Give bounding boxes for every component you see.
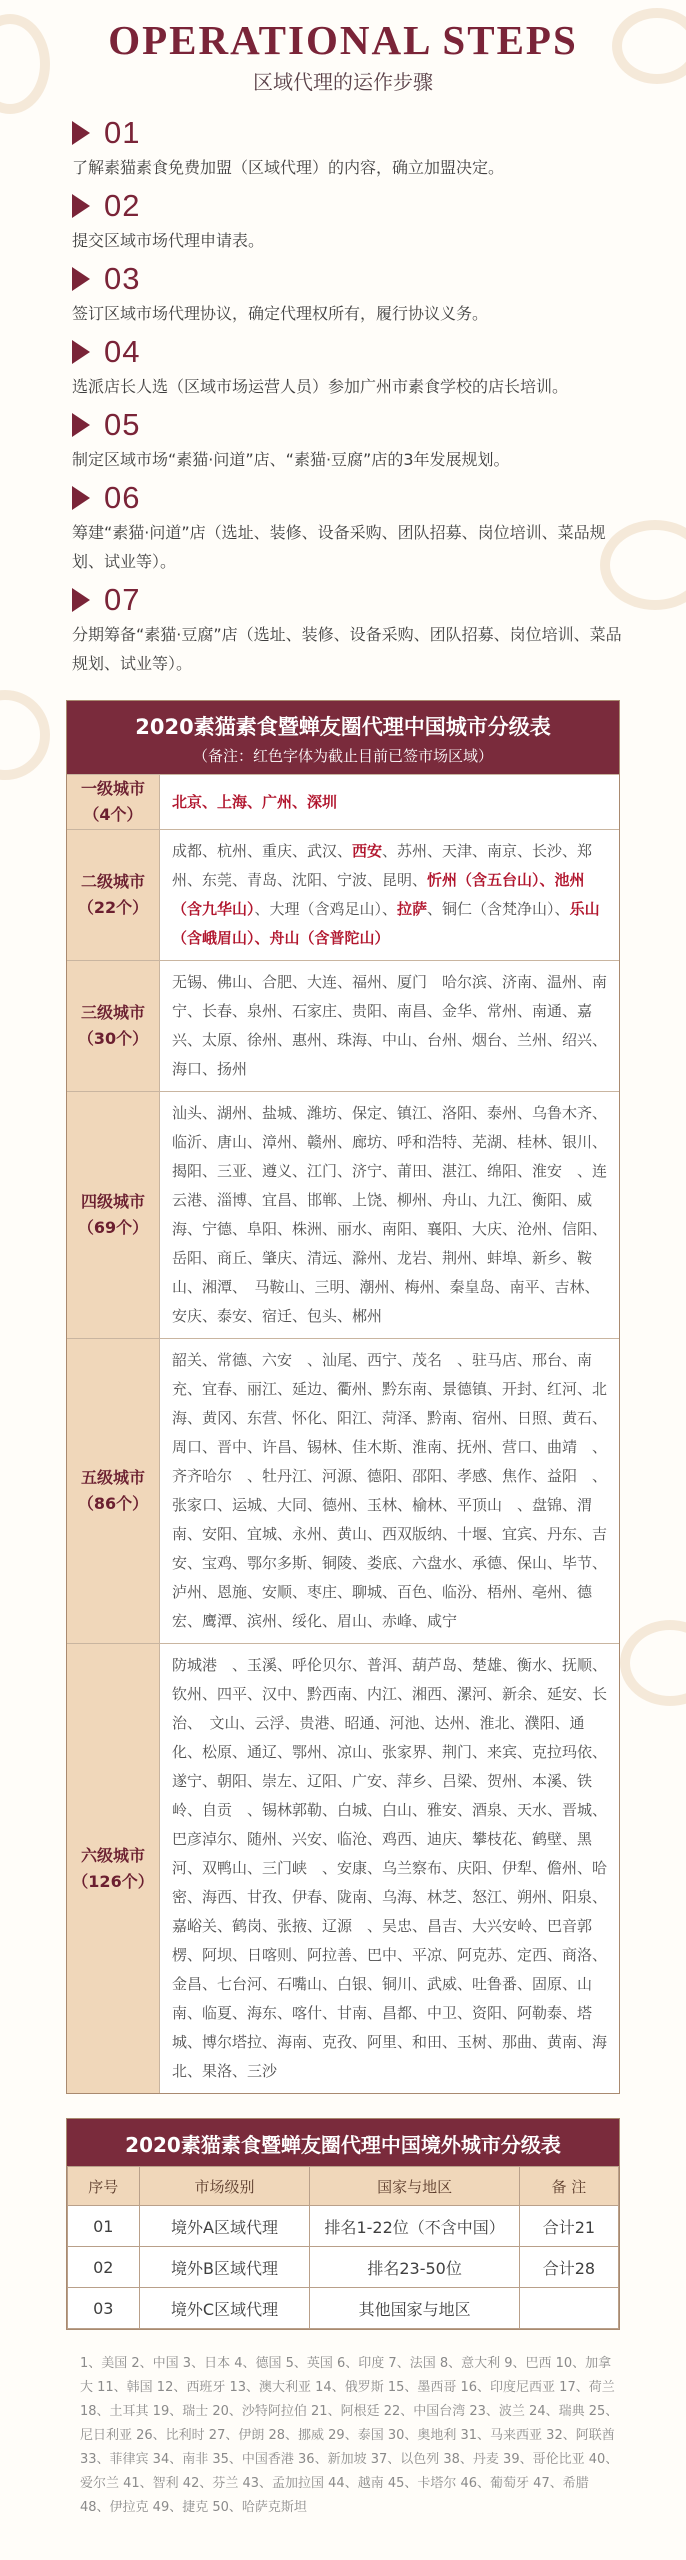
tier-grid [67,774,619,2093]
tier-cities [160,1339,620,1644]
step-item [72,405,622,474]
step-item [72,186,622,255]
step-item [72,580,622,678]
step-text: 筹建“素猫·问道”店（选址、装修、设备采购、团队招募、岗位培训、菜品规划、试业等）。 [72,523,606,571]
step-number: 03 [104,261,141,296]
table-cell: 03 [68,2288,140,2329]
abroad-table-title: 2020素猫素食暨蝉友圈代理中国境外城市分级表 [125,2133,561,2157]
tier-name: 一级城市 [80,779,145,798]
country-ranking-list: 1、美国 2、中国 3、日本 4、德国 5、英国 6、印度 7、法国 8、意大利 9、巴西 10、加拿大 11、韩国 12、西班牙 13、澳大利亚 14、俄罗斯 15、墨西哥 16、印度尼西亚 17、荷兰 18、土耳其 19、瑞士 20、沙特阿拉伯 21、阿根廷 22、中国台湾 23、波兰 24、瑞典 25、尼日利亚 26、比利时 27、伊朗 28、挪威 29、泰国 30、奥地利 31、马来西亚 32、阿联酋 33、菲律宾 34、南非 35、中国香港 36、新加坡 37、以色列 38、丹麦 39、哥伦比亚 40、爱尔兰 41、智利 42、芬兰 43、孟加拉国 44、越南 45、卡塔尔 46、葡萄牙 47、希腊 48、伊拉克 49、捷克 50、哈萨克斯坦 [80,2356,619,2515]
china-table-note: （备注：红色字体为截止目前已签市场区域） [192,747,493,765]
triangle-arrow-icon [72,340,90,364]
table-cell: 合计28 [519,2247,618,2288]
step-item [72,259,622,328]
triangle-arrow-icon [72,413,90,437]
page-subtitle: 区域代理的运作步骤 [253,70,433,94]
tier-count: （22个） [77,898,149,917]
table-cell: 境外B区域代理 [139,2247,310,2288]
abroad-grid [67,2166,619,2329]
tier-count: （86个） [77,1494,149,1513]
tier-name: 四级城市 [80,1192,145,1211]
tier-name: 五级城市 [80,1468,145,1487]
tier-count: （126个） [72,1871,154,1891]
table-cell: 境外C区域代理 [139,2288,310,2329]
city-text: 成都、杭州、重庆、武汉、 [172,842,353,860]
step-number: 07 [104,582,141,617]
column-header: 备 注 [519,2167,618,2206]
city-text: 汕头、湖州、盐城、潍坊、保定、镇江、洛阳、泰州、乌鲁木齐、临沂、唐山、漳州、赣州、廊坊、呼和浩特、芜湖、桂林、银川、揭阳、三亚、遵义、江门、济宁、莆田、湛江、绵阳、淮安 、连云港、淄博、宜昌、邯郸、上饶、柳州、舟山、九江、衡阳、威海、宁德、阜阳、株洲、丽水、南阳、襄阳、大庆、沧州、信阳、岳阳、商丘、肇庆、清远、滁州、龙岩、荆州、蚌埠、新乡、鞍山、湘潭、 马鞍山、三明、潮州、梅州、秦皇岛、南平、吉林、安庆、泰安、宿迁、包头、郴州 [172,1104,608,1325]
triangle-arrow-icon [72,194,90,218]
table-cell [519,2288,618,2329]
tier-cities [160,1644,620,2094]
china-table-title: 2020素猫素食暨蝉友圈代理中国城市分级表 [135,715,551,739]
signed-city-text: 北京、上海、广州、深圳 [172,792,338,811]
table-cell: 排名1-22位（不含中国） [310,2206,519,2247]
step-number: 02 [104,188,141,223]
step-number: 01 [104,115,141,150]
triangle-arrow-icon [72,588,90,612]
step-text: 选派店长人选（区域市场运营人员）参加广州市素食学校的店长培训。 [72,377,569,396]
signed-city-text: 西安 [352,842,383,860]
step-text: 提交区域市场代理申请表。 [72,231,265,250]
tier-row [67,961,619,1092]
table-row [68,2206,619,2247]
steps-list [0,113,686,678]
tier-label [67,1092,160,1339]
step-text: 签订区域市场代理协议，确定代理权所有，履行协议义务。 [72,304,489,323]
tier-label [67,830,160,961]
tier-cities [160,961,620,1092]
abroad-table-header [67,2119,619,2166]
tier-label [67,1644,160,2094]
column-header: 序号 [68,2167,140,2206]
tier-label [67,1339,160,1644]
triangle-arrow-icon [72,486,90,510]
column-header: 国家与地区 [310,2167,519,2206]
tier-count: （30个） [77,1029,149,1048]
tier-row [67,1339,619,1644]
table-cell: 排名23-50位 [310,2247,519,2288]
step-number: 05 [104,407,141,442]
step-item [72,478,622,576]
city-text: 韶关、常德、六安 、汕尾、西宁、茂名 、驻马店、邢台、南充、宜春、丽江、延边、衢州、黔东南、景德镇、开封、红河、北海、黄冈、东营、怀化、阳江、菏泽、黔南、宿州、日照、黄石、周口、晋中、许昌、锡林、佳木斯、淮南、抚州、营口、曲靖 、齐齐哈尔 、牡丹江、河源、德阳、邵阳、孝感、焦作、益阳 、张家口、运城、大同、德州、玉林、榆林、平顶山 、盘锦、渭南、安阳、宜城、永州、黄山、西双版纳、十堰、宜宾、丹东、吉安、宝鸡、鄂尔多斯、铜陵、娄底、六盘水、承德、保山、毕节、泸州、恩施、安顺、枣庄、聊城、百色、临汾、梧州、亳州、德宏、鹰潭、滨州、绥化、眉山、赤峰、咸宁 [172,1351,608,1630]
step-text: 了解素猫素食免费加盟（区域代理）的内容，确立加盟决定。 [72,158,505,177]
step-item [72,332,622,401]
city-text: 防城港 、玉溪、呼伦贝尔、普洱、葫芦岛、楚雄、衡水、抚顺、钦州、四平、汉中、黔西南、内江、湘西、漯河、新余、延安、长治、 文山、云浮、贵港、昭通、河池、达州、淮北、濮阳、通化、松原、通辽、鄂州、凉山、张家界、荆门、来宾、克拉玛依、遂宁、朝阳、崇左、辽阳、广安、萍乡、吕梁、贺州、本溪、铁岭、自贡 、锡林郭勒、白城、白山、雅安、酒泉、天水、晋城、巴彦淖尔、随州、兴安、临沧、鸡西、迪庆、攀枝花、鹤壁、黑河、双鸭山、三门峡 、安康、乌兰察布、庆阳、伊犁、儋州、哈密、海西、甘孜、伊春、陇南、乌海、林芝、怒江、朔州、阳泉、嘉峪关、鹤岗、张掖、辽源 、吴忠、昌吉、大兴安岭、巴音郭楞、阿坝、日喀则、阿拉善、巴中、平凉、阿克苏、定西、商洛、金昌、七台河、石嘴山、白银、铜川、武威、吐鲁番、固原、山南、临夏、海东、喀什、甘南、昌都、中卫、资阳、阿勒泰、塔城、博尔塔拉、海南、克孜、阿里、和田、玉树、那曲、黄南、海北、果洛、三沙 [172,1656,608,2080]
china-table-header [67,701,619,774]
tier-row [67,830,619,961]
city-text: 、铜仁（含梵净山）、 [427,900,570,918]
tier-name: 六级城市 [80,1845,145,1865]
tier-row [67,1644,619,2094]
step-number: 04 [104,334,141,369]
abroad-city-tier-table [66,2118,620,2330]
signed-city-text: 忻州（含五台山）、池州（含九华山） [172,871,585,918]
city-text: 、大理（含鸡足山）、 [254,900,398,918]
table-cell: 境外A区域代理 [139,2206,310,2247]
tier-cities [160,775,620,830]
hero-header [0,0,686,95]
step-item [72,113,622,182]
tier-cities [160,830,620,961]
table-row [68,2247,619,2288]
step-text: 分期筹备“素猫·豆腐”店（选址、装修、设备采购、团队招募、岗位培训、菜品规划、试业等）。 [72,625,622,673]
china-city-tier-table [66,700,620,2094]
column-header: 市场级别 [139,2167,310,2206]
table-cell: 02 [68,2247,140,2288]
tier-name: 二级城市 [80,872,145,891]
table-row [68,2288,619,2329]
signed-city-text: 乐山（含峨眉山）、舟山（含普陀山） [172,900,600,947]
city-text: 无锡、佛山、合肥、大连、福州、厦门 哈尔滨、济南、温州、南宁、长春、泉州、石家庄、贵阳、南昌、金华、常州、南通、嘉兴、太原、徐州、惠州、珠海、中山、台州、烟台、兰州、绍兴、海口、扬州 [172,973,608,1078]
tier-count: （69个） [77,1218,149,1237]
table-cell: 合计21 [519,2206,618,2247]
city-text: 、苏州、天津、南京、长沙、郑州、东莞、青岛、沈阳、宁波、昆明、 [172,842,593,889]
triangle-arrow-icon [72,121,90,145]
tier-cities [160,1092,620,1339]
triangle-arrow-icon [72,267,90,291]
tier-row [67,775,619,830]
tier-label [67,775,160,830]
tier-label [67,961,160,1092]
tier-row [67,1092,619,1339]
tier-count: （4个） [83,805,143,824]
abroad-header-row [68,2167,619,2206]
table-cell: 01 [68,2206,140,2247]
step-number: 06 [104,480,141,515]
table-cell: 其他国家与地区 [310,2288,519,2329]
tier-name: 三级城市 [80,1003,145,1022]
page-title: OPERATIONAL STEPS [108,17,578,63]
signed-city-text: 拉萨 [397,900,428,918]
step-text: 制定区域市场“素猫·问道”店、“素猫·豆腐”店的3年发展规划。 [72,450,510,469]
